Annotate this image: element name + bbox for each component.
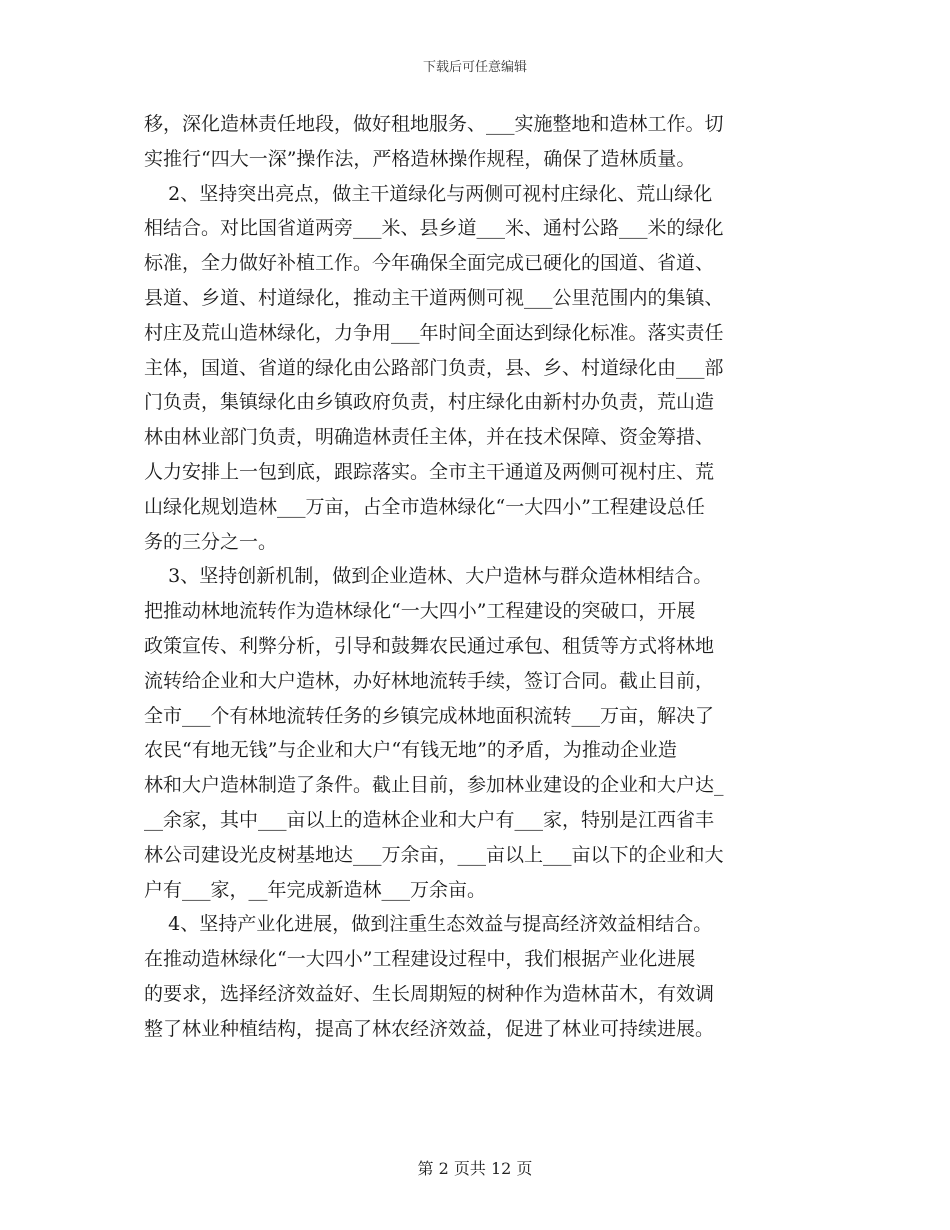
text-line: 村庄及荒山造林绿化，力争用___年时间全面达到绿化标准。落实责任 [144,321,724,344]
text-line: 户有___家，__年完成新造林___万余亩。 [144,878,487,901]
text-line: 务的三分之一。 [144,530,278,553]
text-line: 相结合。对比国省道两旁___米、县乡道___米、通村公路___米的绿化 [144,217,724,240]
text-line: 整了林业种植结构，提高了林农经济效益，促进了林业可持续进展。 [144,1017,715,1040]
text-line: 的要求，选择经济效益好、生长周期短的树种作为造林苗木，有效调 [144,982,715,1005]
text-line: 2、坚持突出亮点，做主干道绿化与两侧可视村庄绿化、荒山绿化 [144,182,713,205]
text-line: 林和大户造林制造了条件。截止目前，参加林业建设的企业和大户达_ [144,774,724,797]
text-line: 全市___个有林地流转任务的乡镇完成林地面积流转___万亩，解决了 [144,704,715,727]
text-line: 3、坚持创新机制，做到企业造林、大户造林与群众造林相结合。 [144,565,713,588]
page-header: 下载后可任意编辑 [422,60,527,75]
text-line: 县道、乡道、村道绿化，推动主干道两侧可视___公里范围内的集镇、 [144,286,724,309]
text-line: 林由林业部门负责，明确造林责任主体，并在技术保障、资金筹措、 [144,426,715,449]
text-line: 把推动林地流转作为造林绿化“一大四小”工程建设的突破口，开展 [144,600,696,623]
text-line: 在推动造林绿化“一大四小”工程建设过程中，我们根据产业化进展 [144,948,696,971]
text-line: 流转给企业和大户造林，办好林地流转手续，签订合同。截止目前， [144,669,715,692]
text-line: 农民“有地无钱”与企业和大户“有钱无地”的矛盾，为推动企业造 [144,739,677,762]
text-line: 移，深化造林责任地段，做好租地服务、___实施整地和造林工作。切 [144,113,724,135]
text-line: 主体，国道、省道的绿化由公路部门负责，县、乡、村道绿化由___部 [144,356,724,379]
text-line: 标准，全力做好补植工作。今年确保全面完成已硬化的国道、省道、 [144,252,715,275]
text-line: 门负责，集镇绿化由乡镇政府负责，村庄绿化由新村办负责，荒山造 [144,391,715,414]
text-line: 山绿化规划造林___万亩，占全市造林绿化“一大四小”工程建设总任 [144,495,705,518]
text-line: 人力安排上一包到底，跟踪落实。全市主干通道及两侧可视村庄、荒 [144,460,715,483]
text-line: 4、坚持产业化进展，做到注重生态效益与提高经济效益相结合。 [144,913,713,936]
text-line: __余家，其中___亩以上的造林企业和大户有___家，特别是江西省丰 [144,808,715,831]
page-footer: 第 2 页共 12 页 [417,1159,533,1178]
text-line: 林公司建设光皮树基地达___万余亩，___亩以上___亩以下的企业和大 [144,843,724,866]
document-body [144,107,806,1047]
text-line: 实推行“四大一深”操作法，严格造林操作规程，确保了造林质量。 [144,147,696,170]
text-line: 政策宣传、利弊分析，引导和鼓舞农民通过承包、租赁等方式将林地 [144,634,715,657]
